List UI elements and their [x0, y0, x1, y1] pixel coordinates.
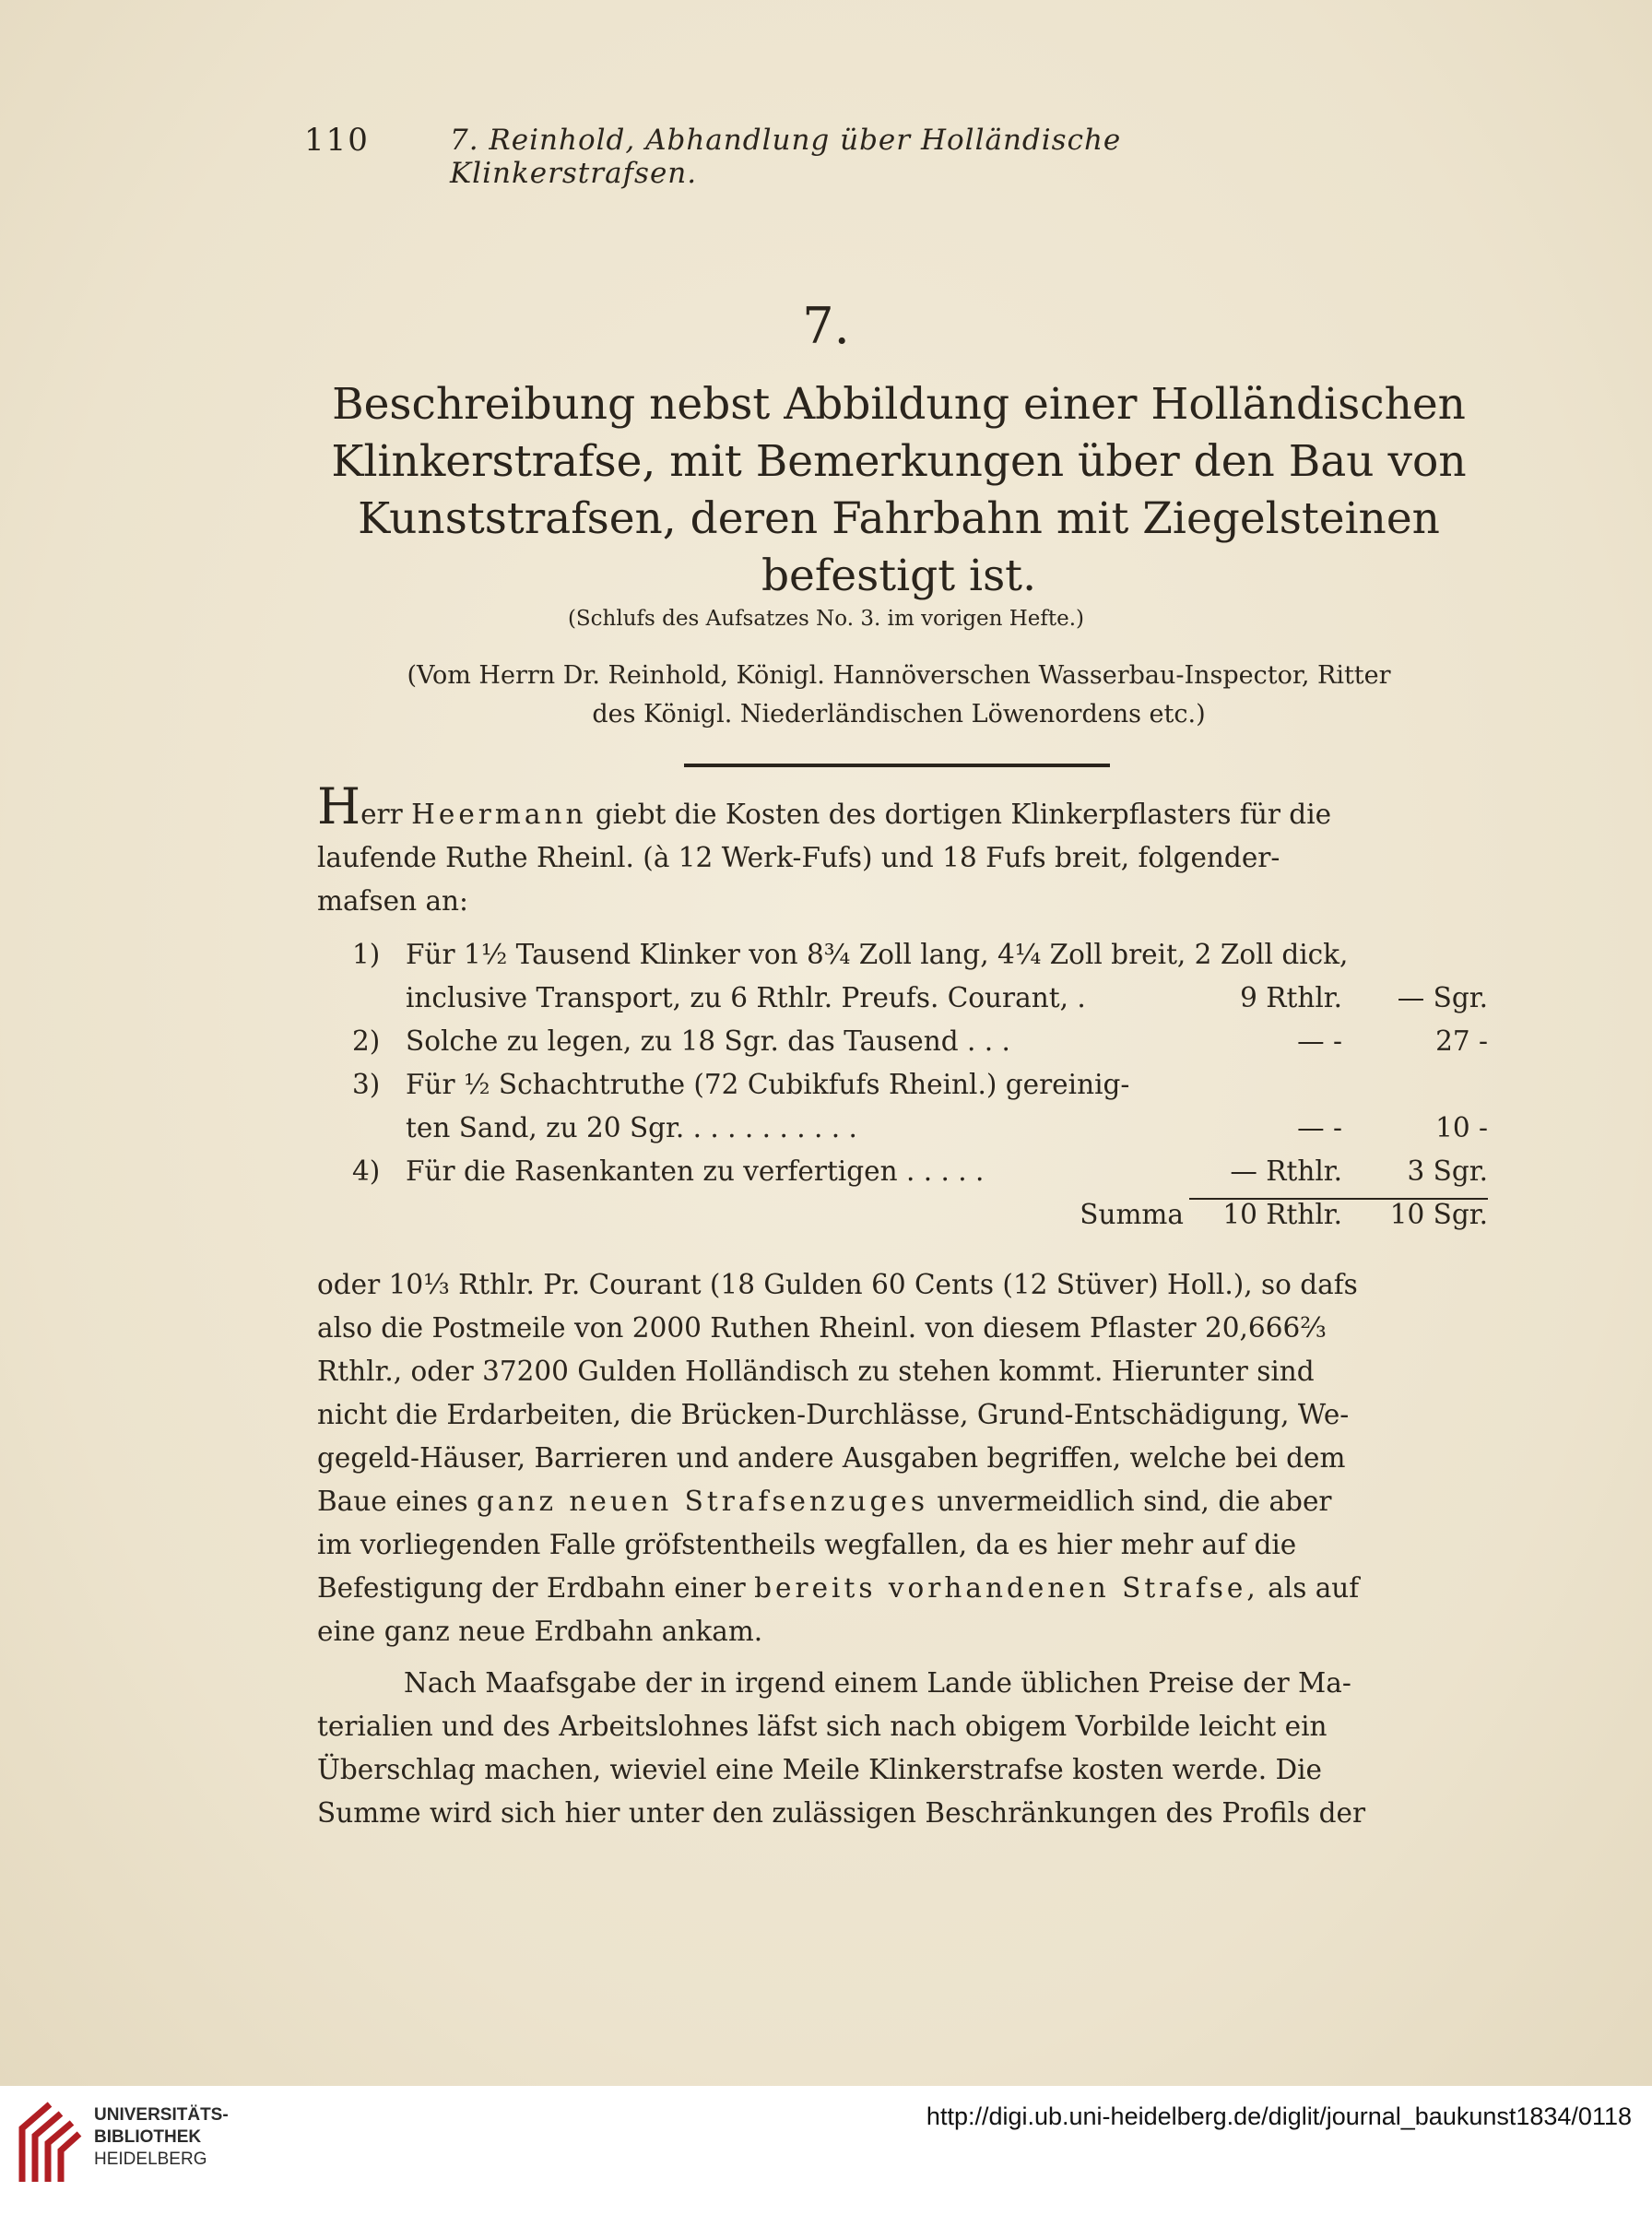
total-label: Summa — [1080, 1199, 1184, 1230]
text-line: Baue eines ganz neuen Strafsenzuges unvermeidlich sind, die aber — [317, 1486, 1332, 1517]
rthlr-value: 9 Rthlr. — [1240, 982, 1342, 1013]
title-line: befestigt ist. — [761, 551, 1037, 601]
item-number: 4) — [352, 1155, 381, 1187]
item-number: 2) — [352, 1025, 381, 1057]
continuation-note: (Schlufs des Aufsatzes No. 3. im vorigen Hefte.) — [567, 607, 1085, 631]
title-line: Kunststrafsen, deren Fahrbahn mit Ziegelsteinen — [358, 493, 1440, 544]
text-line: Befestigung der Erdbahn einer bereits vorhandenen Strafse, als auf — [317, 1572, 1360, 1604]
text-line: Summe wird sich hier unter den zulässigen Beschränkungen des Profils der — [317, 1797, 1366, 1829]
cost-table — [317, 939, 1488, 1242]
text-line: im vorliegenden Falle gröfstentheils wegfallen, da es hier mehr auf die — [317, 1529, 1297, 1560]
sgr-value: 3 Sgr. — [1407, 1155, 1488, 1187]
spaced-name: Heermann — [411, 799, 587, 830]
text-line: eine ganz neue Erdbahn ankam. — [317, 1616, 763, 1647]
item-text: inclusive Transport, zu 6 Rthlr. Preufs. Courant, . — [406, 982, 1086, 1013]
source-url-link[interactable]: http://digi.ub.uni-heidelberg.de/diglit/journal_baukunst1834/0118 — [926, 2102, 1632, 2130]
text-line: Rthlr., oder 37200 Gulden Holländisch zu stehen kommt. Hierunter sind — [317, 1356, 1315, 1387]
article-number: 7. — [802, 297, 850, 355]
byline-line: (Vom Herrn Dr. Reinhold, Königl. Hannöverschen Wasserbau-Inspector, Ritter — [407, 661, 1391, 690]
library-logo-icon — [18, 2101, 83, 2185]
item-text: Für 1½ Tausend Klinker von 8¾ Zoll lang, 4¼ Zoll breit, 2 Zoll dick, — [406, 939, 1349, 970]
item-text: Solche zu legen, zu 18 Sgr. das Tausend . . . — [406, 1025, 1010, 1057]
running-title: 7. Reinhold, Abhandlung über Holländische Klinkerstrafsen. — [450, 124, 1122, 190]
rthlr-value: — - — [1297, 1112, 1342, 1143]
item-text: ten Sand, zu 20 Sgr. . . . . . . . . . . — [406, 1112, 857, 1143]
text-line: gegeld-Häuser, Barrieren und andere Ausgaben begriffen, welche bei dem — [317, 1442, 1346, 1474]
drop-cap: H — [317, 777, 361, 835]
total-rthlr: 10 Rthlr. — [1222, 1199, 1342, 1230]
sgr-value: 27 - — [1435, 1025, 1488, 1057]
item-text: Für die Rasenkanten zu verfertigen . . . . . — [406, 1155, 985, 1187]
running-head — [304, 122, 1346, 190]
page-number: 110 — [304, 122, 370, 159]
byline-line: des Königl. Niederländischen Löwenordens etc.) — [592, 700, 1206, 728]
rthlr-value: — Rthlr. — [1230, 1155, 1342, 1187]
sgr-value: 10 - — [1435, 1112, 1488, 1143]
spaced-emphasis: bereits vorhandenen Strafse, — [754, 1572, 1259, 1604]
item-text: Für ½ Schachtruthe (72 Cubikfufs Rheinl.) gereinig- — [406, 1069, 1130, 1100]
cost-row — [317, 939, 1488, 982]
title-line: Beschreibung nebst Abbildung einer Holländischen — [332, 379, 1466, 430]
text-line: mafsen an: — [317, 885, 468, 917]
text-line: Nach Maafsgabe der in irgend einem Lande üblichen Preise der Ma- — [404, 1667, 1351, 1699]
cost-row — [317, 1069, 1488, 1112]
title-line: Klinkerstrafse, mit Bemerkungen über den Bau von — [331, 436, 1467, 487]
text-line: also die Postmeile von 2000 Ruthen Rheinl. von diesem Pflaster 20,666⅔ — [317, 1312, 1327, 1344]
total-row — [317, 1199, 1488, 1242]
spaced-emphasis: ganz neuen Strafsenzuges — [476, 1486, 928, 1517]
body-paragraph — [317, 1263, 1488, 1653]
total-sgr: 10 Sgr. — [1389, 1199, 1488, 1230]
sgr-value: — Sgr. — [1397, 982, 1488, 1013]
second-paragraph — [317, 1662, 1488, 1835]
text-line: laufende Ruthe Rheinl. (à 12 Werk-Fufs) und 18 Fufs breit, folgender- — [317, 842, 1280, 873]
cost-row — [317, 1025, 1488, 1069]
text-line: nicht die Erdarbeiten, die Brücken-Durchlässe, Grund-Entschädigung, We- — [317, 1399, 1350, 1430]
cost-row — [317, 982, 1488, 1025]
intro-paragraph — [317, 777, 1488, 923]
item-number: 3) — [352, 1069, 381, 1100]
author-byline — [323, 657, 1475, 734]
separator-rule — [684, 764, 1110, 767]
item-number: 1) — [352, 939, 381, 970]
text-line: terialien und des Arbeitslohnes läfst sich nach obigem Vorbilde leicht ein — [317, 1711, 1328, 1742]
cost-row — [317, 1112, 1488, 1155]
rthlr-value: — - — [1297, 1025, 1342, 1057]
text-line: Überschlag machen, wieviel eine Meile Klinkerstrafse kosten werde. Die — [317, 1754, 1322, 1785]
text-line: oder 10⅓ Rthlr. Pr. Courant (18 Gulden 60 Cents (12 Stüver) Holl.), so dafs — [317, 1269, 1358, 1300]
article-title — [304, 376, 1493, 605]
library-name: UNIVERSITÄTS- BIBLIOTHEK HEIDELBERG — [94, 2105, 229, 2169]
text-line: Herr Heermann giebt die Kosten des dortigen Klinkerpflasters für die — [317, 777, 1332, 835]
cost-row — [317, 1155, 1488, 1199]
